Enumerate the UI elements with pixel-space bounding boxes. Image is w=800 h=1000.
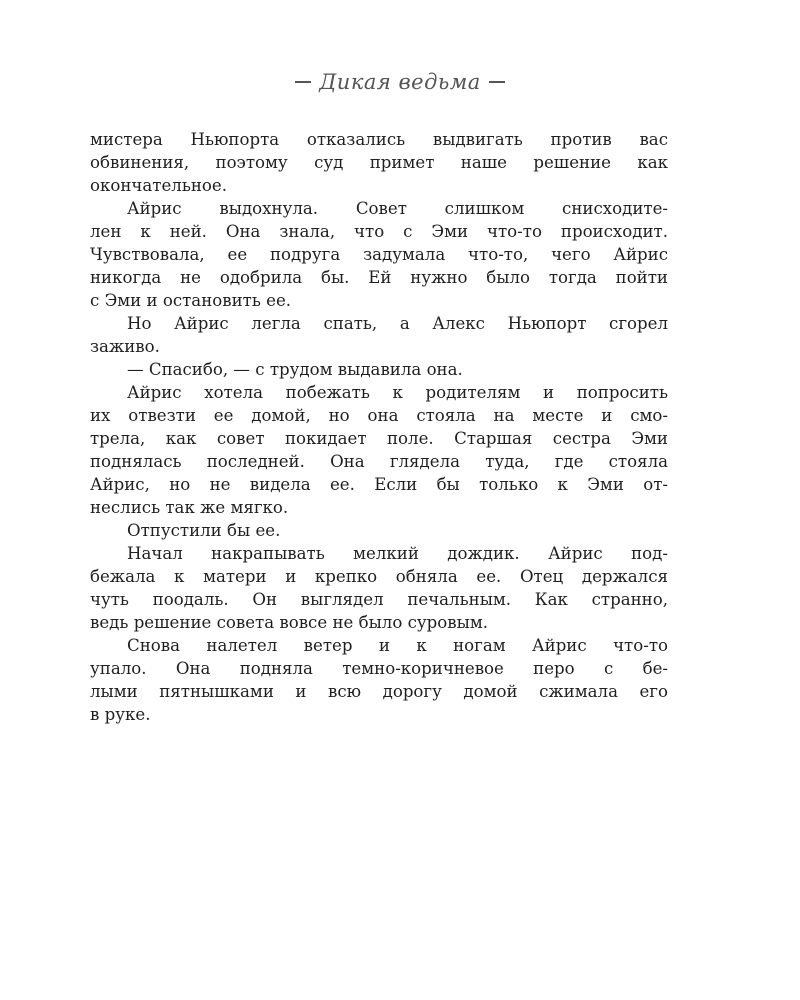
text-line: Айрис выдохнула. Совет слишком снисходите- (127, 199, 668, 218)
text-line: лыми пятнышками и всю дорогу домой сжимала его (90, 682, 668, 701)
text-line: Айрис, но не видела ее. Если бы только к Эми от- (90, 475, 668, 494)
text-line: обвинения, поэтому суд примет наше решение как (90, 153, 668, 172)
text-line: неслись так же мягко. (90, 498, 289, 517)
text-line: упало. Она подняла темно-коричневое перо с бе- (90, 659, 668, 678)
text-line: — Спасибо, — с трудом выдавила она. (127, 360, 463, 379)
text-line: бежала к матери и крепко обняла ее. Отец держался (90, 567, 668, 586)
text-line: лен к ней. Она знала, что с Эми что-то происходит. (90, 222, 668, 241)
text-line: Айрис хотела побежать к родителям и попросить (127, 383, 668, 402)
text-line: чуть поодаль. Он выглядел печальным. Как странно, (90, 590, 668, 609)
text-line: заживо. (90, 337, 160, 356)
text-line: Снова налетел ветер и к ногам Айрис что-то (127, 636, 668, 655)
book-title: Дикая ведьма (319, 70, 481, 94)
text-line: Но Айрис легла спать, а Алекс Ньюпорт сгорел (127, 314, 668, 333)
text-line: мистера Ньюпорта отказались выдвигать против вас (90, 130, 668, 149)
text-line: никогда не одобрила бы. Ей нужно было тогда пойти (90, 268, 668, 287)
page-body-text (90, 128, 668, 726)
text-line: Начал накрапывать мелкий дождик. Айрис под- (127, 544, 668, 563)
text-line: окончательное. (90, 176, 227, 195)
header-rule-right (489, 81, 505, 83)
text-line: в руке. (90, 705, 151, 724)
header-rule-left (295, 81, 311, 83)
text-line: Отпустили бы ее. (127, 521, 281, 540)
text-line: Чувствовала, ее подруга задумала что-то, чего Айрис (90, 245, 668, 264)
text-line: с Эми и остановить ее. (90, 291, 292, 310)
text-line: их отвезти ее домой, но она стояла на месте и смо- (90, 406, 668, 425)
text-line: поднялась последней. Она глядела туда, где стояла (90, 452, 668, 471)
text-line: ведь решение совета вовсе не было суровым. (90, 613, 489, 632)
text-line: трела, как совет покидает поле. Старшая сестра Эми (90, 429, 668, 448)
running-header (0, 62, 800, 102)
